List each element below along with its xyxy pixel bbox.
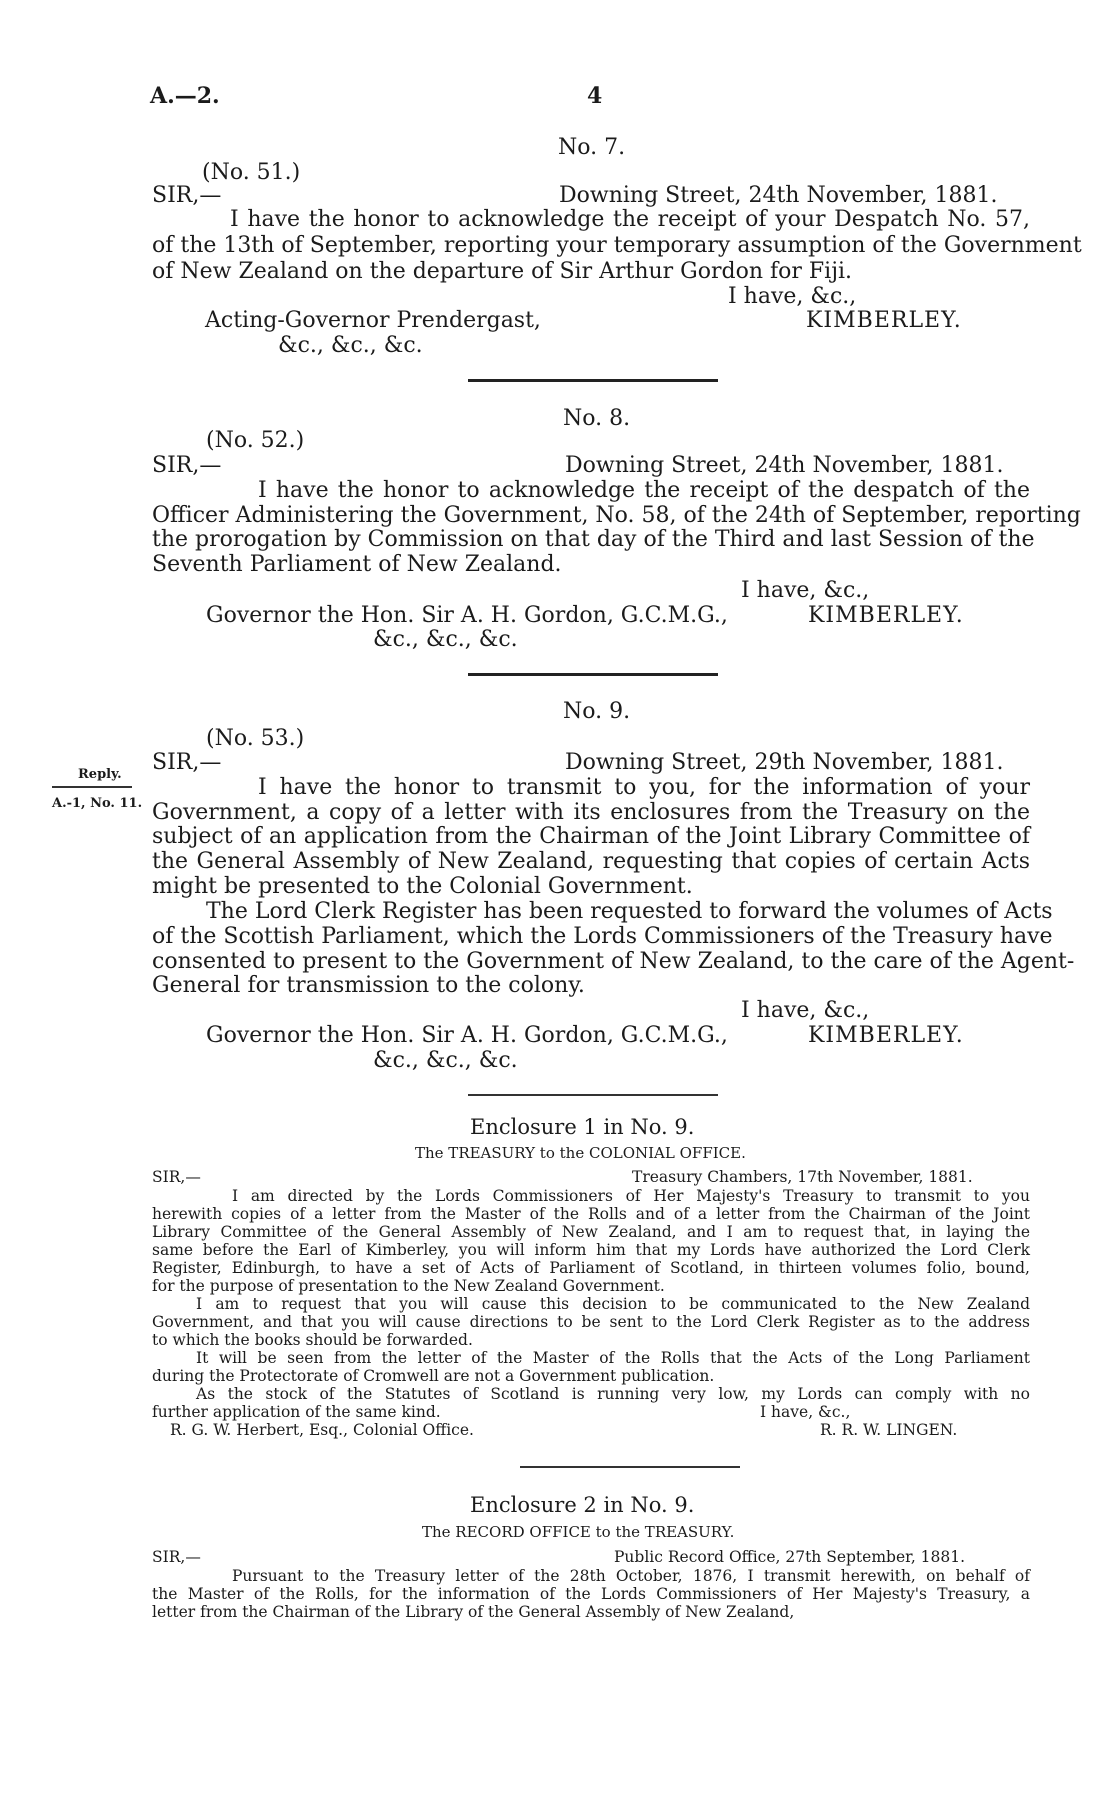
signature: KIMBERLEY. [808,603,964,628]
body-line: subject of an application from the Chairman of the Joint Library Committee of [152,824,1030,849]
letter-number: No. 8. [563,406,631,431]
body-line: The Lord Clerk Register has been requested to forward the volumes of Acts [206,899,1053,924]
addressee: R. G. W. Herbert, Esq., Colonial Office. [170,1421,474,1439]
body-line: of New Zealand on the departure of Sir Arthur Gordon for Fiji. [152,259,853,284]
body-line: letter from the Chairman of the Library of the General Assembly of New Zealand, [152,1603,795,1621]
body-line: the prorogation by Commission on that day of the Third and last Session of the [152,527,1035,552]
signature: KIMBERLEY. [806,308,962,333]
body-line: As the stock of the Statutes of Scotland is running very low, my Lords can comply with no [196,1385,1030,1403]
closing: I have, &c., [728,284,857,309]
body-line: I have the honor to acknowledge the receipt of your Despatch No. 57, [230,207,1030,232]
addressee: Acting-Governor Prendergast, [205,308,541,333]
despatch-number: (No. 51.) [202,160,301,185]
body-line: during the Protectorate of Cromwell are not a Government publication. [152,1367,715,1385]
salutation: SIR,— [152,453,222,478]
body-line: might be presented to the Colonial Government. [152,874,693,899]
margin-note-reply: Reply. [78,767,122,782]
body-line: It will be seen from the letter of the Master of the Rolls that the Acts of the Long Parliament [196,1349,1030,1367]
body-line: further application of the same kind. [152,1403,441,1421]
margin-divider [52,786,132,788]
enclosure-subtitle: The RECORD OFFICE to the TREASURY. [422,1523,735,1541]
body-line: Government, and that you will cause directions to be sent to the Lord Clerk Register as to the address [152,1313,1030,1331]
body-line: I have the honor to acknowledge the receipt of the despatch of the [258,478,1030,503]
body-line: Library Committee of the General Assembly of New Zealand, and I am to request that, in laying the [152,1223,1030,1241]
salutation: SIR,— [152,750,222,775]
section-divider [520,1466,740,1468]
salutation: SIR,— [152,1168,201,1186]
body-line: for the purpose of presentation to the New Zealand Government. [152,1277,665,1295]
body-line: same before the Earl of Kimberley, you will inform him that my Lords have authorized the Lord Clerk [152,1241,1030,1259]
body-line: the General Assembly of New Zealand, requesting that copies of certain Acts [152,849,1030,874]
closing: I have, &c., [760,1403,851,1421]
place-date: Downing Street, 24th November, 1881. [559,183,998,208]
place-date: Downing Street, 24th November, 1881. [565,453,1004,478]
enclosure-title: Enclosure 2 in No. 9. [470,1493,695,1517]
enclosure-subtitle: The TREASURY to the COLONIAL OFFICE. [415,1144,746,1162]
body-line: Pursuant to the Treasury letter of the 28th October, 1876, I transmit herewith, on behalf of [232,1567,1030,1585]
place-date: Downing Street, 29th November, 1881. [565,750,1004,775]
margin-note-reference: A.-1, No. 11. [52,796,143,811]
body-line: Government, a copy of a letter with its enclosures from the Treasury on the [152,800,1030,825]
closing: I have, &c., [741,998,870,1023]
body-line: herewith copies of a letter from the Master of the Rolls and of a letter from the Chairman of the Joint [152,1205,1030,1223]
body-line: of the 13th of September, reporting your temporary assumption of the Government [152,233,1082,258]
salutation: SIR,— [152,183,222,208]
section-divider [468,379,718,382]
closing: I have, &c., [741,578,870,603]
place-date: Treasury Chambers, 17th November, 1881. [632,1168,973,1186]
section-divider [468,673,718,676]
addressee: Governor the Hon. Sir A. H. Gordon, G.C.M.G., [206,603,728,628]
salutation: SIR,— [152,1548,201,1566]
body-line: the Master of the Rolls, for the information of the Lords Commissioners of Her Majesty's Treasury, a [152,1585,1030,1603]
body-line: of the Scottish Parliament, which the Lords Commissioners of the Treasury have [152,924,1053,949]
body-line: General for transmission to the colony. [152,973,585,998]
body-line: Seventh Parliament of New Zealand. [152,552,562,577]
enclosure-title: Enclosure 1 in No. 9. [470,1115,695,1139]
despatch-number: (No. 52.) [206,428,305,453]
despatch-number: (No. 53.) [206,726,305,751]
section-divider [468,1094,718,1096]
letter-number: No. 9. [563,699,631,724]
signature: R. R. W. LINGEN. [820,1421,958,1439]
letter-number: No. 7. [558,135,626,160]
place-date: Public Record Office, 27th September, 1881. [614,1548,966,1566]
body-line: I have the honor to transmit to you, for the information of your [258,775,1030,800]
body-line: I am to request that you will cause this decision to be communicated to the New Zealand [196,1295,1030,1313]
body-line: consented to present to the Government of New Zealand, to the care of the Agent- [152,949,1075,974]
addressee: Governor the Hon. Sir A. H. Gordon, G.C.M.G., [206,1023,728,1048]
body-line: I am directed by the Lords Commissioners of Her Majesty's Treasury to transmit to you [232,1187,1030,1205]
addressee-etc: &c., &c., &c. [373,1048,518,1073]
body-line: to which the books should be forwarded. [152,1331,473,1349]
body-line: Officer Administering the Government, No. 58, of the 24th of September, reporting [152,503,1081,528]
document-reference: A.—2. [150,83,220,109]
signature: KIMBERLEY. [808,1023,964,1048]
addressee-etc: &c., &c., &c. [373,627,518,652]
page-number: 4 [587,83,603,109]
body-line: Register, Edinburgh, to have a set of Acts of Parliament of Scotland, in thirteen volumes folio, bound, [152,1259,1030,1277]
addressee-etc: &c., &c., &c. [278,333,423,358]
